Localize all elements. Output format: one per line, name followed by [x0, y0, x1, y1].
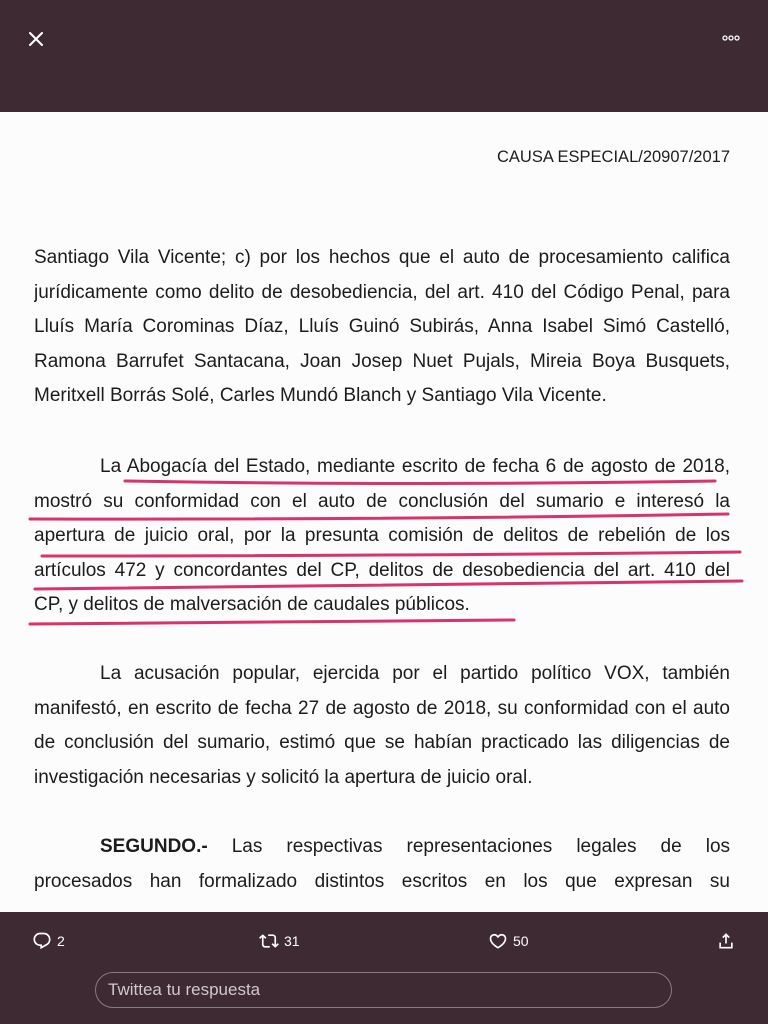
doc-line: Santiago Vila Vicente; c) por los hechos que el auto de procesamiento califica [34, 247, 730, 268]
section-heading: SEGUNDO.- [100, 836, 208, 857]
doc-line: Ramona Barrufet Santacana, Joan Josep Nuet Pujals, Mireia Boya Busquets, [34, 350, 730, 372]
retweet-button[interactable] [259, 931, 300, 951]
more-options-button[interactable] [718, 28, 744, 48]
viewer-bottom-bar [0, 912, 768, 1024]
case-number: CAUSA ESPECIAL/20907/2017 [497, 148, 730, 166]
like-button[interactable] [488, 931, 529, 951]
doc-paragraph [34, 241, 730, 414]
retweet-icon [259, 931, 279, 951]
doc-line: apertura de juicio oral, por la presunta comisión de delitos de rebelión de los [34, 525, 730, 547]
doc-line: artículos 472 y concordantes del CP, delitos de desobediencia del art. 410 del [34, 559, 730, 581]
doc-line: mostró su conformidad con el auto de conclusión del sumario e interesó la [34, 490, 730, 512]
close-button[interactable] [22, 25, 49, 52]
doc-paragraph [34, 657, 730, 795]
share-button[interactable] [716, 931, 736, 951]
like-count: 50 [513, 933, 529, 949]
close-icon [29, 32, 43, 46]
reply-button[interactable] [32, 931, 65, 951]
doc-line: Meritxell Borrás Solé, Carles Mundó Blanch y Santiago Vila Vicente. [34, 385, 607, 407]
viewer-top-bar [0, 0, 768, 112]
tweet-photo[interactable] [0, 112, 768, 912]
doc-line: jurídicamente como delito de desobediencia, del art. 410 del Código Penal, para [34, 281, 730, 303]
reply-icon [32, 931, 52, 951]
doc-line: de conclusión del sumario, estimó que se habían practicado las diligencias de [34, 732, 730, 754]
doc-paragraph [34, 450, 730, 623]
more-icon [722, 35, 740, 41]
doc-line-text: Las respectivas representaciones legales de los [231, 836, 730, 857]
doc-line [34, 830, 730, 865]
doc-line: Lluís María Corominas Díaz, Lluís Guinó Subirás, Anna Isabel Simó Castelló, [34, 316, 730, 338]
reply-count: 2 [57, 933, 65, 949]
doc-line: manifestó, en escrito de fecha 27 de agosto de 2018, su conformidad con el auto [34, 697, 730, 719]
doc-line: La Abogacía del Estado, mediante escrito de fecha 6 de agosto de 2018, [100, 456, 730, 477]
share-icon [716, 931, 736, 951]
reply-input[interactable] [95, 972, 672, 1008]
heart-icon [488, 931, 508, 951]
doc-line: La acusación popular, ejercida por el partido político VOX, también [100, 663, 730, 684]
doc-line: investigación necesarias y solicitó la apertura de juicio oral. [34, 766, 533, 788]
doc-line: CP, y delitos de malversación de caudales públicos. [34, 594, 470, 616]
doc-line: procesados han formalizado distintos escritos en los que expresan su [34, 870, 730, 892]
doc-paragraph [34, 830, 730, 899]
retweet-count: 31 [284, 933, 300, 949]
